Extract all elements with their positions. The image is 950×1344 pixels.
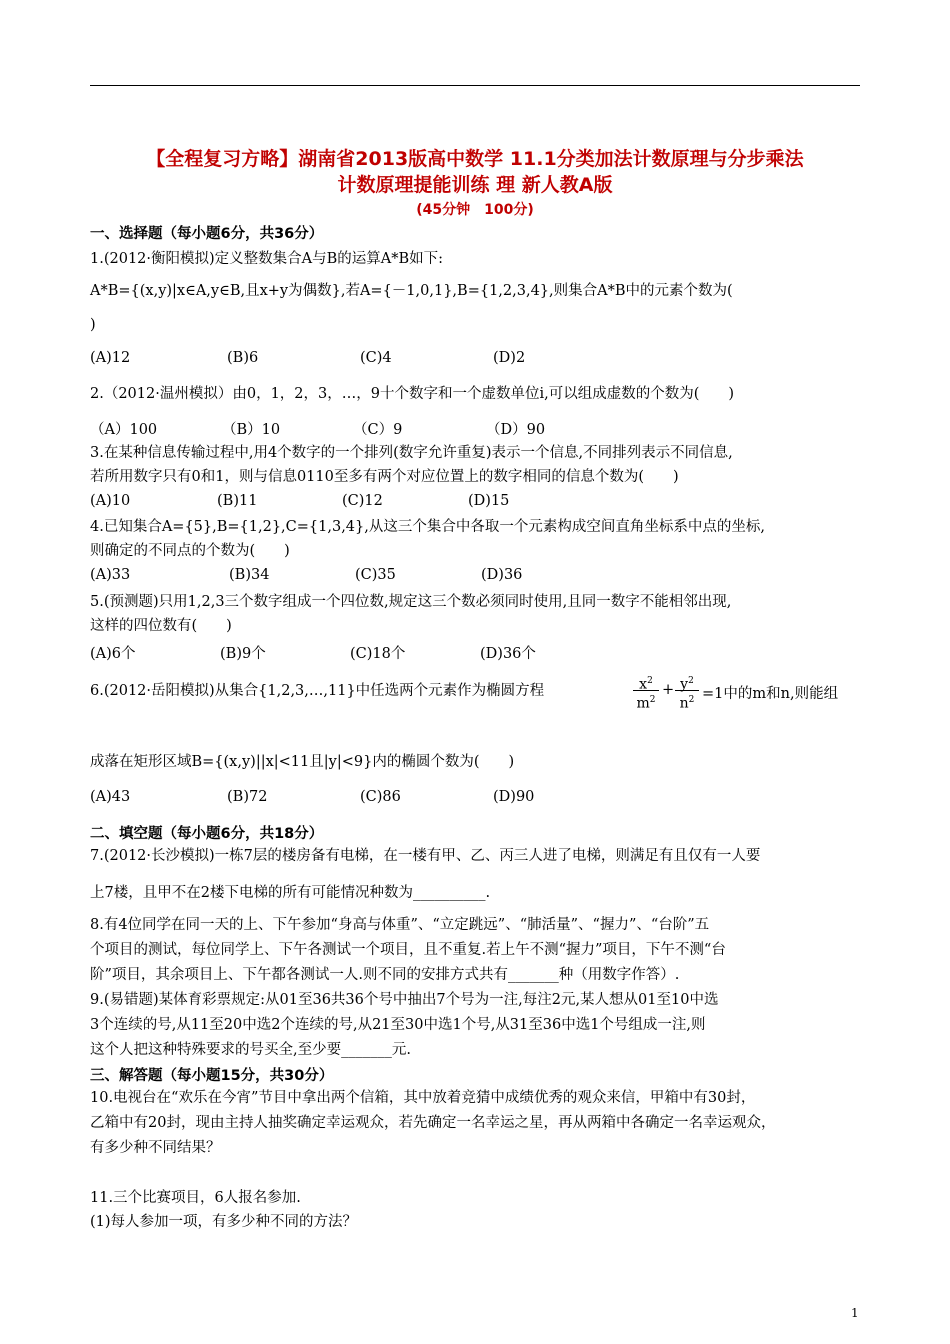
q1-option-c: (C)4 bbox=[360, 350, 392, 366]
q5-line2: 这样的四位数有( ) bbox=[90, 618, 232, 634]
section-heading-answer: 三、解答题（每小题15分，共30分） bbox=[90, 1068, 334, 1084]
q11-line1: 11.三个比赛项目，6人报名参加. bbox=[90, 1190, 301, 1206]
q5-line1: 5.(预测题)只用1,2,3三个数字组成一个四位数,规定这三个数必须同时使用,且同一数字不能相邻出现, bbox=[90, 594, 732, 610]
q6-fraction-y-over-n: $y^2$ $n^2$ bbox=[675, 672, 699, 709]
doc-subtitle: (45分钟 100分) bbox=[416, 202, 534, 218]
section-heading-choice: 一、选择题（每小题6分，共36分） bbox=[90, 226, 324, 242]
q9-line1: 9.(易错题)某体育彩票规定:从01至36共36个号中抽出7个号为一注,每注2元,某人想从01至10中选 bbox=[90, 992, 719, 1008]
q8-line2: 个项目的测试，每位同学上、下午各测试一个项目，且不重复.若上午不测“握力”项目，下午不测“台 bbox=[90, 942, 726, 958]
q5-option-c: (C)18个 bbox=[350, 646, 406, 662]
q1-line3: ) bbox=[90, 317, 96, 333]
q6-option-a: (A)43 bbox=[90, 789, 131, 805]
q2-line1: 2.（2012·温州模拟）由0，1，2，3，…，9十个数字和一个虚数单位i,可以组成虚数的个数为( ) bbox=[90, 386, 735, 402]
q11-line2: (1)每人参加一项，有多少种不同的方法？ bbox=[90, 1214, 358, 1230]
header-rule bbox=[90, 85, 860, 86]
q8-line3: 阶”项目，其余项目上、下午都各测试一人.则不同的安排方式共有_______种（用数字作答）. bbox=[90, 967, 680, 983]
q4-option-c: (C)35 bbox=[355, 567, 396, 583]
q4-option-d: (D)36 bbox=[481, 567, 523, 583]
q1-option-a: (A)12 bbox=[90, 350, 131, 366]
q3-line1: 3.在某种信息传输过程中,用4个数字的一个排列(数字允许重复)表示一个信息,不同排列表示不同信息, bbox=[90, 445, 733, 461]
q4-option-a: (A)33 bbox=[90, 567, 131, 583]
q6-line1-prefix: 6.(2012·岳阳模拟)从集合{1,2,3,…,11}中任选两个元素作为椭圆方程 bbox=[90, 683, 545, 699]
q10-line3: 有多少种不同结果？ bbox=[90, 1140, 221, 1156]
q6-option-d: (D)90 bbox=[493, 789, 535, 805]
q4-line1: 4.已知集合A={5},B={1,2},C={1,3,4},从这三个集合中各取一个元素构成空间直角坐标系中点的坐标, bbox=[90, 519, 765, 535]
q4-option-b: (B)34 bbox=[229, 567, 270, 583]
q2-option-b: （B）10 bbox=[222, 422, 281, 438]
q6-plus-sign: + bbox=[662, 682, 675, 698]
q3-option-c: (C)12 bbox=[342, 493, 383, 509]
q3-option-d: (D)15 bbox=[468, 493, 510, 509]
q7-line2: 上7楼，且甲不在2楼下电梯的所有可能情况种数为__________. bbox=[90, 885, 491, 901]
q6-line2: 成落在矩形区域B={(x,y)||x|<11且|y|<9}内的椭圆个数为( ) bbox=[90, 754, 515, 770]
q2-option-d: （D）90 bbox=[486, 422, 546, 438]
doc-title-line2: 计数原理提能训练 理 新人教A版 bbox=[337, 174, 613, 196]
q6-line1-suffix: =1中的m和n,则能组 bbox=[702, 686, 839, 702]
q1-option-d: (D)2 bbox=[493, 350, 526, 366]
q4-line2: 则确定的不同点的个数为( ) bbox=[90, 543, 290, 559]
q2-option-a: （A）100 bbox=[90, 422, 158, 438]
q5-option-b: (B)9个 bbox=[220, 646, 266, 662]
q2-option-c: （C）9 bbox=[353, 422, 403, 438]
q1-line2: A*B={(x,y)|x∈A,y∈B,且x+y为偶数},若A={－1,0,1},B={1,2,3,4},则集合A*B中的元素个数为( bbox=[90, 283, 733, 299]
q1-line1: 1.(2012·衡阳模拟)定义整数集合A与B的运算A*B如下: bbox=[90, 251, 444, 267]
page-number: 1 bbox=[851, 1306, 859, 1320]
q8-line1: 8.有4位同学在同一天的上、下午参加“身高与体重”、“立定跳远”、“肺活量”、“握力”、“台阶”五 bbox=[90, 917, 710, 933]
q6-option-b: (B)72 bbox=[227, 789, 268, 805]
q5-option-d: (D)36个 bbox=[480, 646, 536, 662]
doc-title-line1: 【全程复习方略】湖南省2013版高中数学 11.1分类加法计数原理与分步乘法 bbox=[146, 148, 804, 170]
q10-line1: 10.电视台在“欢乐在今宵”节目中拿出两个信箱，其中放着竞猜中成绩优秀的观众来信，甲箱中有30封， bbox=[90, 1090, 756, 1106]
q3-option-a: (A)10 bbox=[90, 493, 131, 509]
q7-line1: 7.(2012·长沙模拟)一栋7层的楼房备有电梯，在一楼有甲、乙、丙三人进了电梯，则满足有且仅有一人要 bbox=[90, 848, 761, 864]
q9-line3: 这个人把这种特殊要求的号买全,至少要_______元. bbox=[90, 1042, 411, 1058]
q6-option-c: (C)86 bbox=[360, 789, 401, 805]
q9-line2: 3个连续的号,从11至20中选2个连续的号,从21至30中选1个号,从31至36中选1个号组成一注,则 bbox=[90, 1017, 706, 1033]
q6-fraction-x-over-m: $x^2$ $m^2$ bbox=[633, 672, 659, 709]
q10-line2: 乙箱中有20封，现由主持人抽奖确定幸运观众，若先确定一名幸运之星，再从两箱中各确定一名幸运观众， bbox=[90, 1115, 776, 1131]
q1-option-b: (B)6 bbox=[227, 350, 259, 366]
q3-option-b: (B)11 bbox=[217, 493, 258, 509]
q5-option-a: (A)6个 bbox=[90, 646, 136, 662]
section-heading-fill: 二、填空题（每小题6分，共18分） bbox=[90, 826, 324, 842]
q3-line2: 若所用数字只有0和1，则与信息0110至多有两个对应位置上的数字相同的信息个数为( ) bbox=[90, 469, 679, 485]
